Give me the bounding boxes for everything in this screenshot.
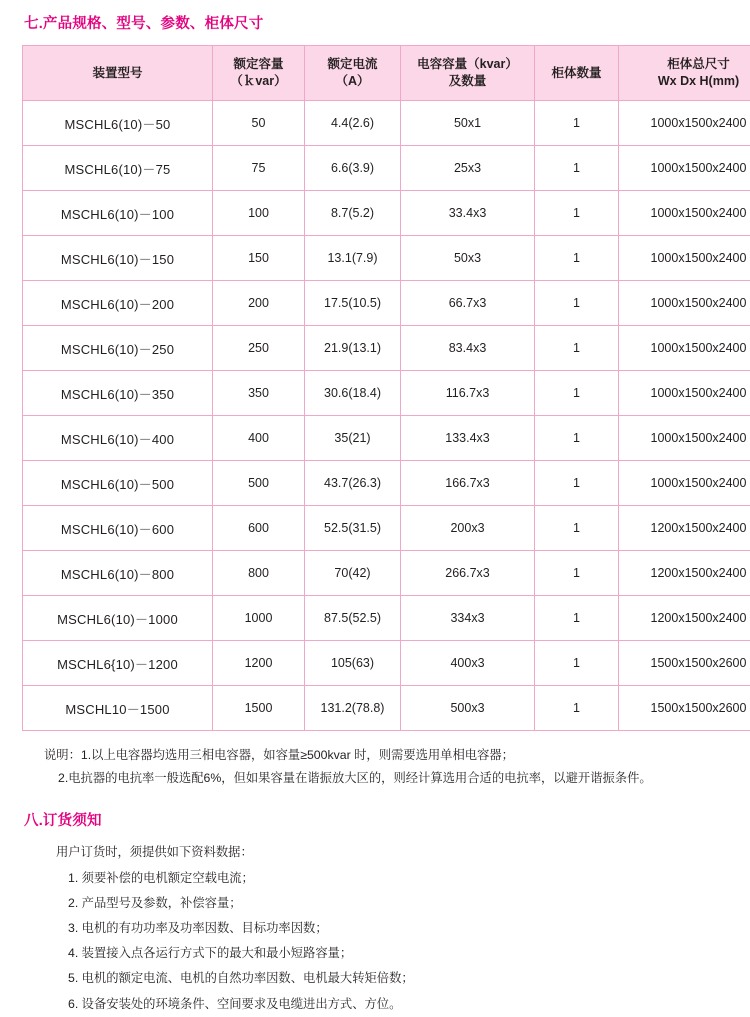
cell-cabinet-dimensions: 1000x1500x2400 (619, 461, 750, 506)
table-row (23, 551, 750, 596)
table-row (23, 416, 750, 461)
order-item-4: 4. 装置接入点各运行方式下的最大和最小短路容量； (56, 941, 728, 966)
cell-cabinet-qty: 1 (535, 236, 619, 281)
cell-model: MSCHL6(10)－800 (23, 551, 213, 596)
table-row (23, 686, 750, 731)
cell-capacitor-capacity: 33.4x3 (401, 191, 535, 236)
cell-rated-current: 17.5(10.5) (305, 281, 401, 326)
cell-cabinet-dimensions: 1500x1500x2600 (619, 686, 750, 731)
cell-cabinet-qty: 1 (535, 596, 619, 641)
table-row (23, 641, 750, 686)
col-header-cabinet-qty (535, 46, 619, 101)
cell-model: MSCHL6(10)－150 (23, 236, 213, 281)
cell-rated-current: 4.4(2.6) (305, 101, 401, 146)
cell-cabinet-qty: 1 (535, 146, 619, 191)
cell-capacitor-capacity: 166.7x3 (401, 461, 535, 506)
col-header-cabinet-dimensions (619, 46, 750, 101)
product-spec-table (22, 45, 750, 731)
order-item-3: 3. 电机的有功功率及功率因数、目标功率因数； (56, 916, 728, 941)
cell-rated-capacity: 1200 (213, 641, 305, 686)
cell-rated-capacity: 200 (213, 281, 305, 326)
col-header-rated-current (305, 46, 401, 101)
order-item-5: 5. 电机的额定电流、电机的自然功率因数、电机最大转矩倍数； (56, 966, 728, 991)
section-title-eight: 八.订货须知 (22, 809, 728, 830)
order-item-1: 1. 须要补偿的电机额定空载电流； (56, 866, 728, 891)
cell-rated-current: 87.5(52.5) (305, 596, 401, 641)
cell-cabinet-dimensions: 1000x1500x2400 (619, 236, 750, 281)
col-header-rated-current-line2: （A） (306, 73, 399, 90)
col-header-rated-current-line1: 额定电流 (306, 56, 399, 73)
cell-rated-current: 6.6(3.9) (305, 146, 401, 191)
table-row (23, 596, 750, 641)
col-header-cabinet-dimensions-line2: Wx Dx H(mm) (620, 73, 750, 90)
cell-capacitor-capacity: 66.7x3 (401, 281, 535, 326)
cell-model: MSCHL6(10)－250 (23, 326, 213, 371)
cell-model: MSCHL6(10)－100 (23, 191, 213, 236)
cell-model: MSCHL6(10)－1000 (23, 596, 213, 641)
cell-model: MSCHL10－1500 (23, 686, 213, 731)
cell-cabinet-qty: 1 (535, 281, 619, 326)
cell-cabinet-dimensions: 1500x1500x2600 (619, 641, 750, 686)
table-row (23, 146, 750, 191)
cell-capacitor-capacity: 500x3 (401, 686, 535, 731)
cell-rated-capacity: 50 (213, 101, 305, 146)
cell-cabinet-dimensions: 1000x1500x2400 (619, 371, 750, 416)
order-notice-list (22, 840, 728, 1016)
col-header-capacitor-capacity-line2: 及数量 (402, 73, 533, 90)
cell-rated-capacity: 100 (213, 191, 305, 236)
table-body (23, 101, 750, 731)
cell-capacitor-capacity: 50x3 (401, 236, 535, 281)
cell-rated-capacity: 350 (213, 371, 305, 416)
cell-rated-current: 21.9(13.1) (305, 326, 401, 371)
cell-cabinet-dimensions: 1000x1500x2400 (619, 416, 750, 461)
cell-rated-current: 70(42) (305, 551, 401, 596)
cell-capacitor-capacity: 400x3 (401, 641, 535, 686)
cell-cabinet-dimensions: 1000x1500x2400 (619, 191, 750, 236)
col-header-model (23, 46, 213, 101)
cell-capacitor-capacity: 25x3 (401, 146, 535, 191)
cell-rated-current: 43.7(26.3) (305, 461, 401, 506)
cell-cabinet-qty: 1 (535, 371, 619, 416)
cell-rated-capacity: 600 (213, 506, 305, 551)
table-row (23, 191, 750, 236)
col-header-rated-capacity-line2: （ｋvar） (214, 73, 303, 90)
table-row (23, 101, 750, 146)
cell-capacitor-capacity: 200x3 (401, 506, 535, 551)
cell-rated-capacity: 800 (213, 551, 305, 596)
cell-cabinet-dimensions: 1000x1500x2400 (619, 326, 750, 371)
table-header-row (23, 46, 750, 101)
cell-cabinet-dimensions: 1000x1500x2400 (619, 146, 750, 191)
table-row (23, 506, 750, 551)
cell-model: MSCHL6(10)－400 (23, 416, 213, 461)
cell-rated-capacity: 1500 (213, 686, 305, 731)
table-row (23, 236, 750, 281)
cell-rated-current: 35(21) (305, 416, 401, 461)
col-header-cabinet-qty-line1: 柜体数量 (536, 65, 617, 82)
cell-rated-current: 52.5(31.5) (305, 506, 401, 551)
table-row (23, 371, 750, 416)
cell-rated-capacity: 500 (213, 461, 305, 506)
cell-rated-current: 131.2(78.8) (305, 686, 401, 731)
cell-rated-current: 105(63) (305, 641, 401, 686)
cell-capacitor-capacity: 116.7x3 (401, 371, 535, 416)
cell-model: MSCHL6{10)－1200 (23, 641, 213, 686)
cell-rated-current: 13.1(7.9) (305, 236, 401, 281)
cell-cabinet-dimensions: 1200x1500x2400 (619, 506, 750, 551)
cell-cabinet-qty: 1 (535, 551, 619, 596)
table-header (23, 46, 750, 101)
cell-model: MSCHL6(10)－350 (23, 371, 213, 416)
cell-cabinet-dimensions: 1200x1500x2400 (619, 551, 750, 596)
cell-model: MSCHL6(10)－600 (23, 506, 213, 551)
document-page (0, 12, 750, 898)
table-notes (22, 744, 728, 789)
cell-capacitor-capacity: 133.4x3 (401, 416, 535, 461)
cell-rated-capacity: 400 (213, 416, 305, 461)
note-line-2: 2.电抗器的电抗率一般选配6%，但如果容量在谐振放大区的，则经计算选用合适的电抗率，以避开谐振条件。 (44, 767, 728, 790)
col-header-rated-capacity (213, 46, 305, 101)
order-item-2: 2. 产品型号及参数，补偿容量； (56, 891, 728, 916)
cell-rated-capacity: 75 (213, 146, 305, 191)
table-row (23, 281, 750, 326)
cell-cabinet-qty: 1 (535, 326, 619, 371)
cell-model: MSCHL6(10)－200 (23, 281, 213, 326)
cell-cabinet-dimensions: 1000x1500x2400 (619, 281, 750, 326)
col-header-capacitor-capacity (401, 46, 535, 101)
col-header-capacitor-capacity-line1: 电容容量（kvar） (402, 56, 533, 73)
cell-cabinet-qty: 1 (535, 461, 619, 506)
note-line-1: 说明：1.以上电容器均选用三相电容器，如容量≥500kvar 时，则需要选用单相电容器； (44, 744, 728, 767)
cell-cabinet-qty: 1 (535, 686, 619, 731)
section-title-seven: 七.产品规格、型号、参数、柜体尺寸 (22, 12, 728, 33)
col-header-cabinet-dimensions-line1: 柜体总尺寸 (620, 56, 750, 73)
order-intro: 用户订货时，须提供如下资料数据： (56, 840, 728, 865)
cell-capacitor-capacity: 83.4x3 (401, 326, 535, 371)
cell-cabinet-qty: 1 (535, 101, 619, 146)
order-item-6: 6. 设备安装处的环境条件、空间要求及电缆进出方式、方位。 (56, 992, 728, 1017)
cell-cabinet-qty: 1 (535, 641, 619, 686)
cell-capacitor-capacity: 334x3 (401, 596, 535, 641)
col-header-rated-capacity-line1: 额定容量 (214, 56, 303, 73)
cell-rated-capacity: 1000 (213, 596, 305, 641)
table-row (23, 326, 750, 371)
cell-model: MSCHL6(10)－50 (23, 101, 213, 146)
table-row (23, 461, 750, 506)
cell-capacitor-capacity: 50x1 (401, 101, 535, 146)
cell-capacitor-capacity: 266.7x3 (401, 551, 535, 596)
col-header-model-line1: 装置型号 (24, 65, 211, 82)
cell-cabinet-qty: 1 (535, 191, 619, 236)
cell-rated-capacity: 250 (213, 326, 305, 371)
cell-cabinet-qty: 1 (535, 416, 619, 461)
cell-model: MSCHL6(10)－75 (23, 146, 213, 191)
cell-rated-capacity: 150 (213, 236, 305, 281)
cell-cabinet-dimensions: 1000x1500x2400 (619, 101, 750, 146)
cell-cabinet-qty: 1 (535, 506, 619, 551)
cell-cabinet-dimensions: 1200x1500x2400 (619, 596, 750, 641)
cell-rated-current: 30.6(18.4) (305, 371, 401, 416)
cell-model: MSCHL6(10)－500 (23, 461, 213, 506)
cell-rated-current: 8.7(5.2) (305, 191, 401, 236)
